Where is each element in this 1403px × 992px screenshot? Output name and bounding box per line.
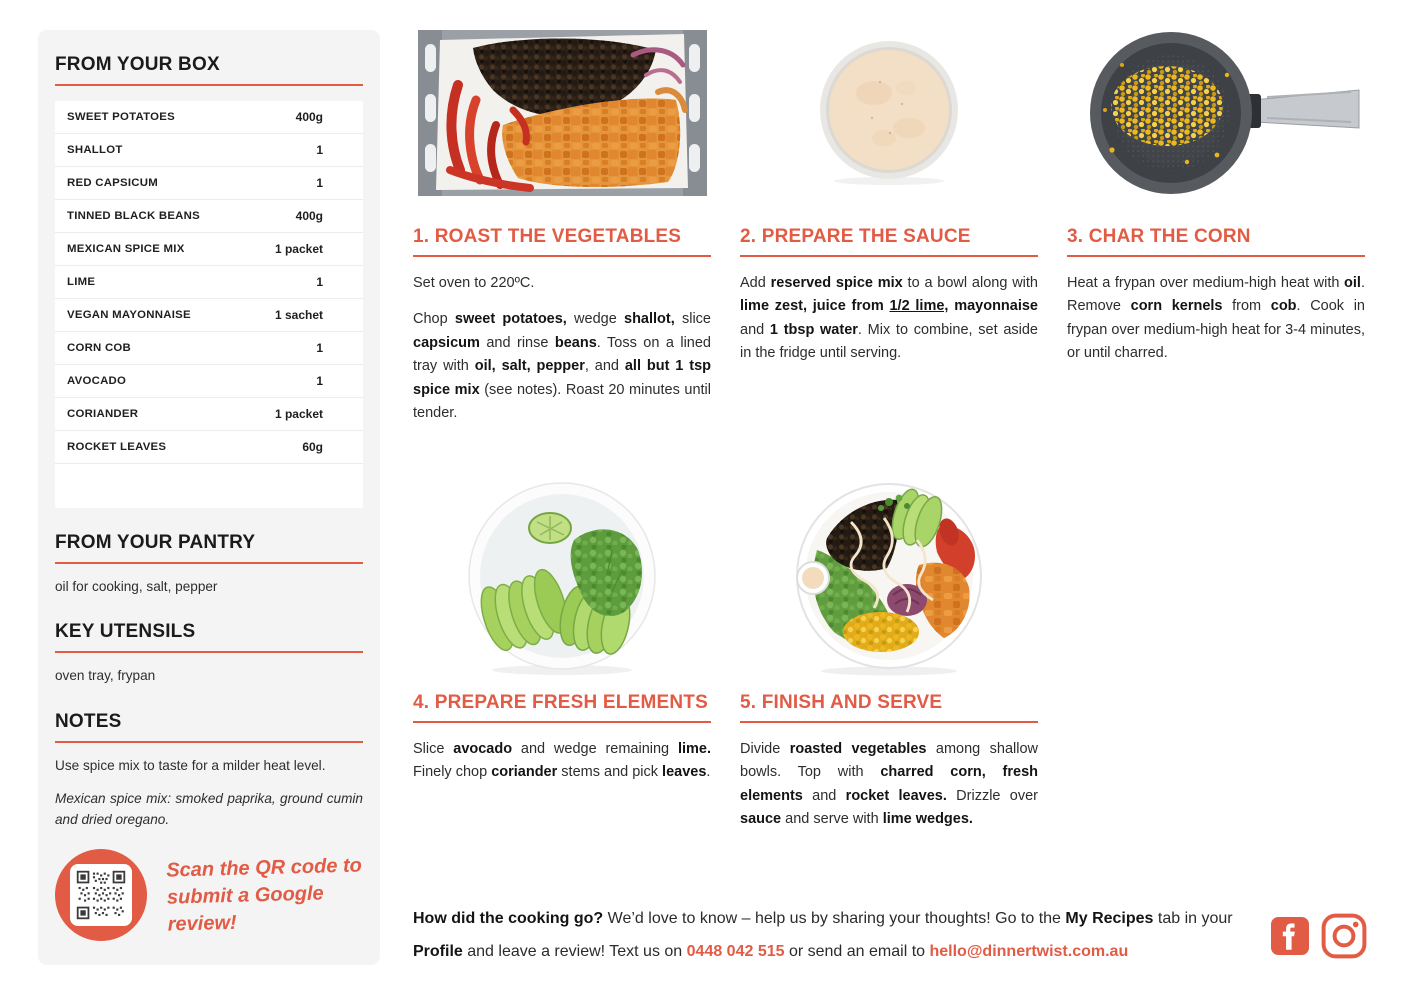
step-5-title: 5. FINISH AND SERVE <box>740 692 943 713</box>
ingredient-name: LIME <box>67 276 96 288</box>
corn-frypan-photo <box>1067 30 1365 196</box>
step-3-title: 3. CHAR THE CORN <box>1067 226 1251 247</box>
key-utensils-title: KEY UTENSILS <box>55 621 196 643</box>
step-1-text: Set oven to 220ºC. <box>413 274 535 291</box>
ingredient-name: SWEET POTATOES <box>67 111 175 123</box>
table-row <box>55 431 363 464</box>
ingredient-qty: 400g <box>295 110 323 124</box>
ingredient-qty: 1 <box>316 341 323 355</box>
table-row <box>55 266 363 299</box>
step-4-photo <box>413 480 711 676</box>
notes-title: NOTES <box>55 710 122 732</box>
table-row <box>55 101 363 134</box>
table-row <box>55 200 363 233</box>
step-2-text: Add reserved spice mix to a bowl along with lime zest, juice from 1/2 lime, mayonnaise and 1 tbsp water. Mix to combine, set aside in the fridge until serving. <box>740 274 1039 362</box>
ingredient-qty: 1 <box>316 275 323 289</box>
sauce-bowl-photo <box>814 38 964 188</box>
avocado-plate-photo <box>462 480 662 676</box>
ingredient-name: CORIANDER <box>67 408 139 420</box>
divider <box>55 741 363 743</box>
step-4-text: Slice avocado and wedge remaining lime. Finely chop coriander stems and pick leaves. <box>413 740 711 781</box>
step-5-photo <box>740 480 1038 676</box>
ingredient-qty: 1 packet <box>274 242 323 256</box>
ingredient-name: TINNED BLACK BEANS <box>67 210 200 222</box>
utensils-text: oven tray, frypan <box>55 668 156 684</box>
from-your-pantry-title: FROM YOUR PANTRY <box>55 532 256 553</box>
notes-line1: Use spice mix to taste for a milder heat level. <box>55 757 326 773</box>
divider <box>55 651 363 653</box>
finished-bowl-photo <box>789 480 989 676</box>
divider <box>55 84 363 86</box>
step-4-title: 4. PREPARE FRESH ELEMENTS <box>413 692 708 713</box>
roasted-vegetables-tray-photo <box>418 30 707 196</box>
email-link[interactable]: hello@dinnertwist.com.au <box>929 942 1129 960</box>
pantry-text: oil for cooking, salt, pepper <box>55 579 218 594</box>
ingredient-name: VEGAN MAYONNAISE <box>67 309 191 321</box>
step-3-photo <box>1067 30 1365 196</box>
facebook-icon[interactable] <box>1271 917 1309 955</box>
ingredient-name: MEXICAN SPICE MIX <box>67 243 185 255</box>
steps-grid <box>413 30 1365 845</box>
ingredients-table <box>55 101 363 508</box>
notes-line2: Mexican spice mix: smoked paprika, ground cumin and dried oregano. <box>55 791 363 827</box>
sidebar <box>38 30 380 965</box>
step-5 <box>740 480 1038 845</box>
table-row <box>55 233 363 266</box>
step-5-text: Divide roasted vegetables among shallow bowls. Top with charred corn, fresh elements and rocket leaves. Drizzle over sauce and serve with lime wedges. <box>740 740 1039 828</box>
step-1 <box>413 30 711 480</box>
table-row <box>55 398 363 431</box>
footer-text: How did the cooking go? We’d love to know – help us by sharing your thoughts! Go to the My Recipes tab in your Profile and leave a review! Text us on 0448 042 515 or send an email to hello@dinnertwist.com.au <box>413 910 1233 960</box>
ingredient-name: AVOCADO <box>67 375 127 387</box>
table-row <box>55 167 363 200</box>
ingredient-qty: 1 <box>316 143 323 157</box>
divider <box>1067 255 1365 257</box>
ingredient-qty: 1 <box>316 374 323 388</box>
ingredient-name: CORN COB <box>67 342 132 354</box>
step-2-photo <box>740 30 1038 196</box>
step-3 <box>1067 30 1365 480</box>
ingredient-name: RED CAPSICUM <box>67 177 158 189</box>
step-1-text: Chop sweet potatoes, wedge shallot, slice capsicum and rinse beans. Toss on a lined tray with oil, salt, pepper, and all but 1 tsp spice mix (see notes). Roast 20 minutes until tender. <box>413 311 712 422</box>
instagram-icon[interactable] <box>1321 913 1367 959</box>
table-row <box>55 365 363 398</box>
qr-circle <box>55 849 147 941</box>
phone-link[interactable]: 0448 042 515 <box>686 942 785 960</box>
divider <box>740 721 1038 723</box>
step-2-title: 2. PREPARE THE SAUCE <box>740 226 971 247</box>
ingredient-qty: 1 sachet <box>274 308 323 322</box>
ingredient-qty: 400g <box>295 209 323 223</box>
social-links <box>1271 913 1367 959</box>
qr-code-icon <box>75 869 127 921</box>
ingredient-name: SHALLOT <box>67 144 123 156</box>
from-your-box-title: FROM YOUR BOX <box>55 54 220 75</box>
google-review-block <box>55 849 367 941</box>
ingredient-qty: 1 packet <box>274 407 323 421</box>
divider <box>740 255 1038 257</box>
ingredient-qty: 60g <box>302 440 323 454</box>
step-1-photo <box>413 30 711 196</box>
table-row <box>55 299 363 332</box>
divider <box>413 255 711 257</box>
table-row <box>55 134 363 167</box>
qr-caption: Scan the QR code to submit a Google review! <box>166 854 363 936</box>
ingredient-qty: 1 <box>316 176 323 190</box>
step-1-title: 1. ROAST THE VEGETABLES <box>413 226 682 247</box>
ingredient-name: ROCKET LEAVES <box>67 441 167 453</box>
divider <box>413 721 711 723</box>
table-row <box>55 332 363 365</box>
step-2 <box>740 30 1038 480</box>
footer <box>413 903 1367 969</box>
divider <box>55 562 363 564</box>
step-3-text: Heat a frypan over medium-high heat with oil. Remove corn kernels from cob. Cook in frypan over medium-high heat for 3-4 minutes, or until charred. <box>1067 274 1365 362</box>
step-4 <box>413 480 711 845</box>
